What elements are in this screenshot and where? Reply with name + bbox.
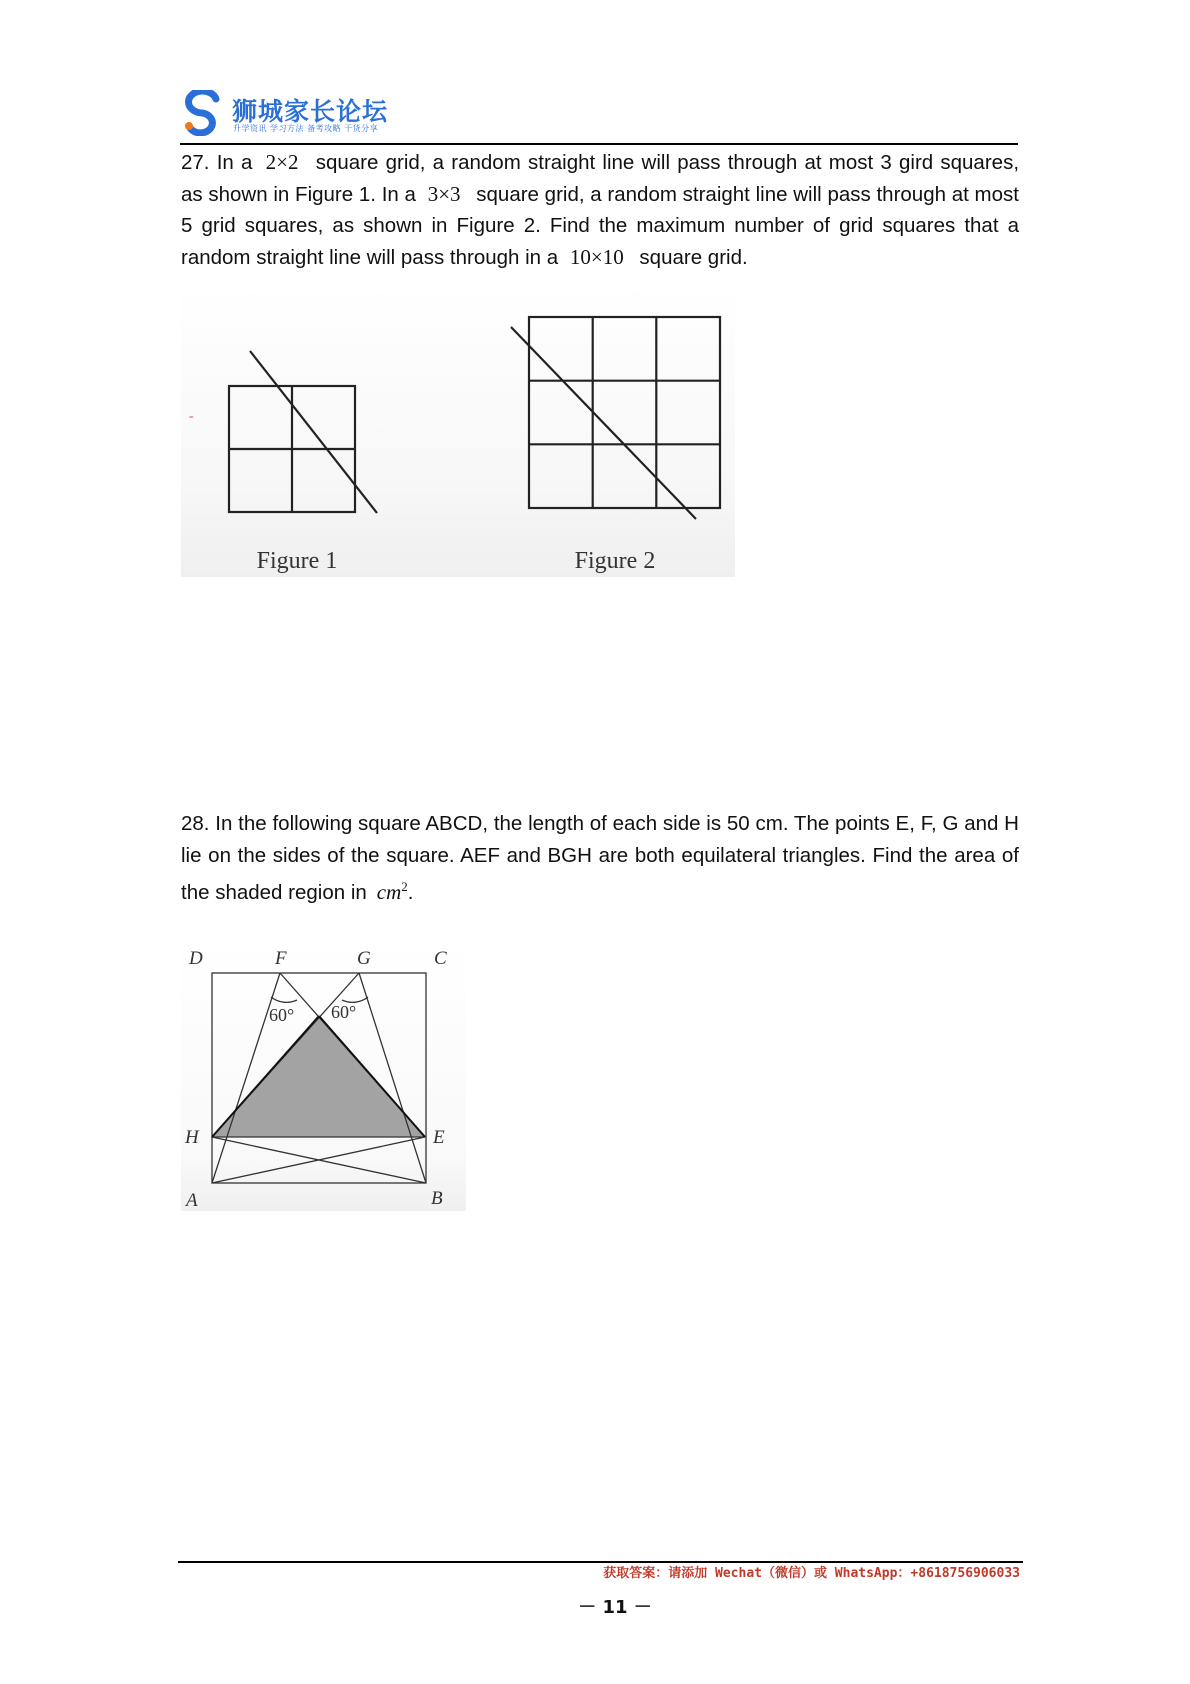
logo-title: 狮城家长论坛 xyxy=(232,97,389,126)
label-c: C xyxy=(434,948,447,969)
angle-label-left: 60° xyxy=(269,1005,295,1025)
question-27-figures xyxy=(181,283,735,577)
figure-1-caption: Figure 1 xyxy=(256,548,338,574)
label-f: F xyxy=(275,948,287,969)
logo-subtitle: 升学资讯 学习方法 备考攻略 干货分享 xyxy=(233,124,379,133)
label-g: G xyxy=(357,948,371,969)
site-logo xyxy=(180,90,400,138)
stray-mark: - xyxy=(189,409,194,424)
label-a: A xyxy=(186,1190,198,1211)
page-number: － 11 － xyxy=(578,1597,652,1618)
question-28-figure xyxy=(181,938,466,1211)
logo-s-icon xyxy=(180,90,226,136)
label-d: D xyxy=(189,948,203,969)
label-h: H xyxy=(185,1127,199,1148)
square-abcd-diagram xyxy=(181,938,466,1211)
figure-2-caption: Figure 2 xyxy=(574,548,656,574)
angle-label-right: 60° xyxy=(331,1002,357,1022)
figure-1-line xyxy=(250,351,377,513)
question-27-text: 27. In a 2×2 square grid, a random straight line will pass through at most 3 gird squares, as shown in Figure 1. In a 3×3 square grid, a random straight line will pass through at most 5 grid squares, as shown in Figure 2. Find the maximum number of grid squares that a random straight line will pass through in a 10×10 square grid. xyxy=(181,150,1020,269)
shaded-triangle xyxy=(212,1016,425,1137)
grid-figures xyxy=(181,283,735,577)
header-divider xyxy=(180,143,1018,145)
figure-2-line xyxy=(511,327,696,519)
label-b: B xyxy=(431,1188,443,1209)
question-28-text: 28. In the following square ABCD, the length of each side is 50 cm. The points E, F, G and H lie on the sides of the square. AEF and BGH are both equilateral triangles. Find the area of the shaded region in $cm^2$. xyxy=(181,812,1019,904)
figure-2-grid xyxy=(529,317,720,508)
footer-contact-note: 获取答案：请添加 Wechat（微信）或 WhatsApp：+8618756906033 xyxy=(603,1566,1020,1581)
label-e: E xyxy=(433,1127,445,1148)
